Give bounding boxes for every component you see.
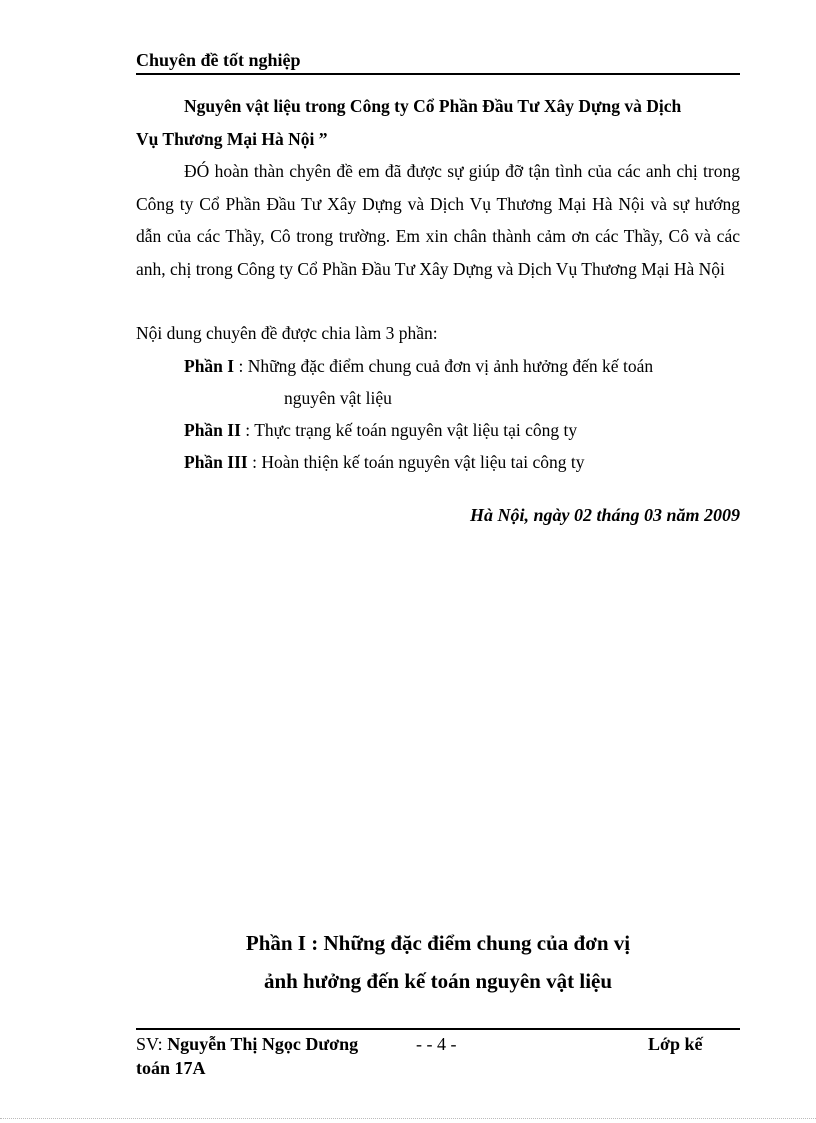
part-separator: : [240, 420, 255, 440]
page-footer [136, 1028, 740, 1078]
section-title [136, 924, 740, 1000]
section-title-line1: Phần I : Những đặc điểm chung của đơn vị [245, 931, 631, 955]
page-bottom-divider [0, 1118, 816, 1119]
student-name [136, 1034, 358, 1055]
part-item-3 [184, 446, 740, 479]
intro-title-line1: Nguyên vật liệu trong Công ty Cổ Phần Đầu Tư Xây Dựng và Dịch [184, 96, 682, 116]
part-text: Thực trạng kế toán nguyên vật liệu tại công ty [254, 420, 578, 440]
part-item-2 [184, 414, 740, 447]
part-separator: : [234, 356, 248, 376]
content-intro: Nội dung chuyên đề được chia làm 3 phần: [136, 323, 438, 343]
part-label: Phần III [184, 452, 248, 472]
part-item-1 [184, 350, 740, 383]
class-name: Lớp kế [648, 1034, 703, 1054]
part-label: Phần I [184, 356, 235, 376]
part-item-1-continuation: nguyên vật liệu [284, 388, 392, 408]
page-number: - - 4 - [416, 1034, 457, 1054]
student-label: SV: [136, 1034, 168, 1054]
intro-title-line2: Vụ Thương Mại Hà Nội ” [136, 129, 328, 149]
part-text: Hoàn thiện kế toán nguyên vật liệu tai công ty [261, 452, 585, 472]
class-name-continuation: toán 17A [136, 1058, 206, 1078]
page-header: Chuyên đề tốt nghiệp [136, 50, 740, 75]
student-name-value: Nguyễn Thị Ngọc Dương [167, 1034, 359, 1054]
signature-date: Hà Nội, ngày 02 tháng 03 năm 2009 [469, 505, 740, 525]
section-title-line2: ảnh hưởng đến kế toán nguyên vật liệu [263, 969, 613, 993]
part-text: Những đặc điểm chung cuả đơn vị ảnh hưởng đến kế toán [247, 356, 654, 376]
acknowledgement-paragraph: ĐÓ hoàn thàn chyên đề em đã được sự giúp đỡ tận tình của các anh chị trong Công ty Cổ Phần Đầu Tư Xây Dựng và Dịch Vụ Thương Mại Hà Nội và sự hướng dẫn của các Thầy, Cô trong trường. Em xin chân thành cảm ơn các Thầy, Cô và các anh, chị trong Công ty Cổ Phần Đầu Tư Xây Dựng và Dịch Vụ Thương Mại Hà Nội [136, 161, 740, 279]
part-label: Phần II [184, 420, 241, 440]
part-separator: : [247, 452, 262, 472]
